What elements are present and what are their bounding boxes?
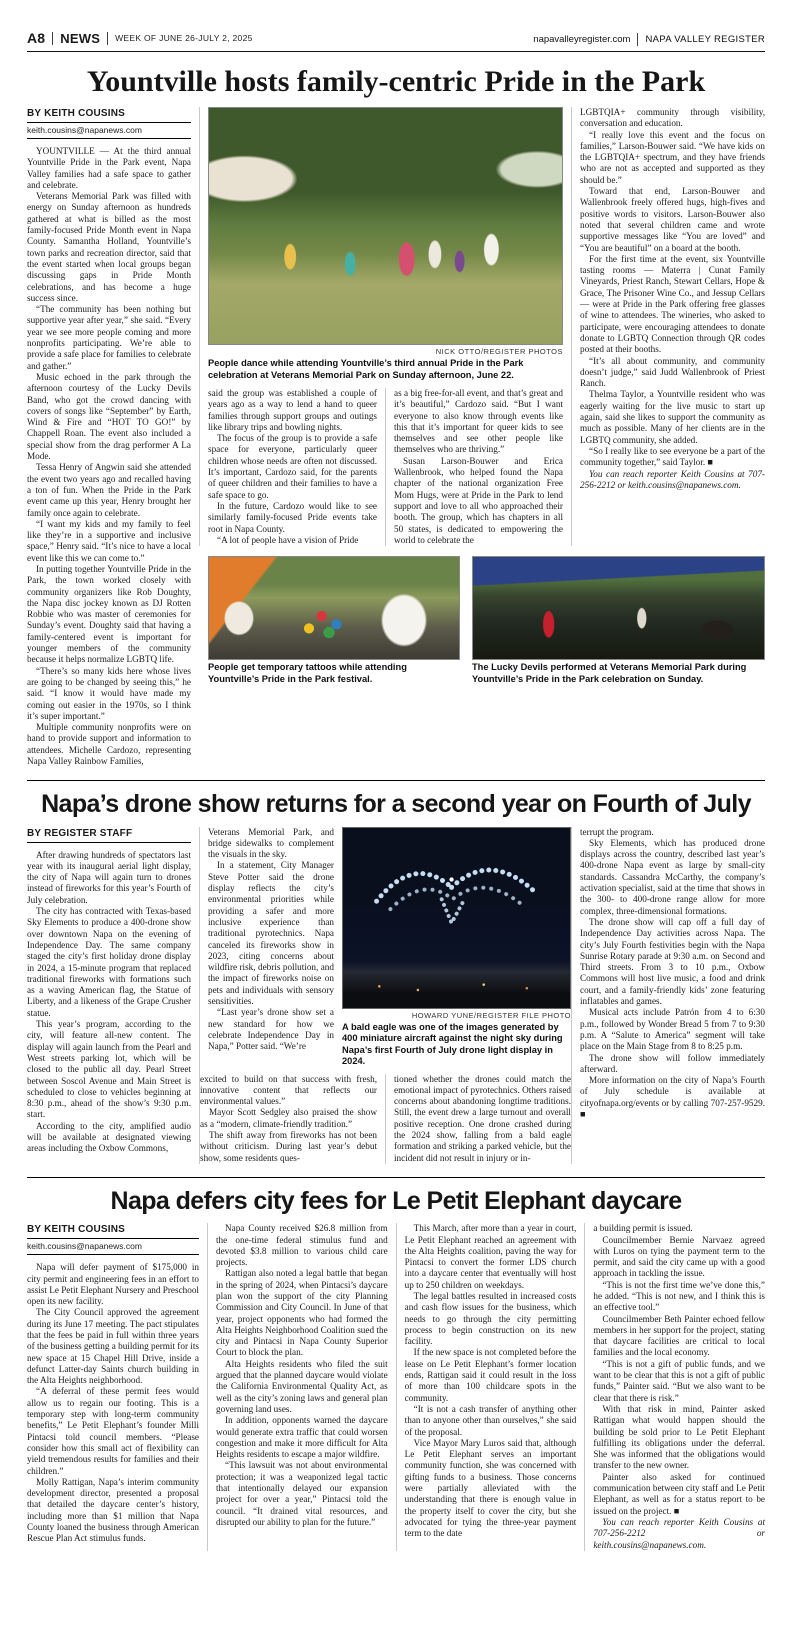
- pride-column-3: as a big free-for-all event, and that’s great and it’s beautiful,” Cardozo said. “But I want everyone to also know through events like this that it’s important for queer kids to see themselves and see other people like themselves who are thriving.” Susan Larson-Bouwer and Erica Wallenbrook, who helped found the Napa chapter of the national organization Free Mom Hugs, were at Pride in the Park to lend support and love to all who approached their booth. The group, which has chapters in all 50 states, is dedicated to empowering the world to celebrate the: [385, 388, 563, 546]
- pride-photo-row: [199, 556, 765, 685]
- divider-bar: [52, 32, 53, 45]
- pride-middle-region: [199, 107, 571, 546]
- daycare-reporter-tagline: You can reach reporter Keith Cousins at 707-256-2212 or keith.cousins@napanews.com.: [593, 1516, 766, 1550]
- band-photo-figure: [472, 556, 765, 685]
- daycare-byline: BY KEITH COUSINS: [27, 1223, 199, 1239]
- drone-byline-block: [27, 827, 191, 843]
- drone-column-2-upper: Veterans Memorial Park, and bridge sidewalks to complement the visuals in the sky. In a statement, City Manager Steve Potter said the drone display reflects the city’s environmental priorities while providing a safer and more inclusive experience than traditional pyrotechnics. Napa canceled its fireworks show in 2023, citing concerns about wildfire risk, debris pollution, and the impact of fireworks noise on pets and individuals with sensory sensitivities. “Last year’s drone show set a new standard for how we celebrate Independence Day in Napa,” Potter said. “We’re: [208, 826, 334, 1052]
- pride-main-photo-figure: [208, 107, 563, 381]
- daycare-column-1: [27, 1223, 207, 1551]
- pride-main-photo-caption: People dance while attending Yountville’s third annual Pride in the Park celebration at Veterans Memorial Park on Sunday afternoon, June 22.: [208, 358, 524, 380]
- pride-column-2: said the group was established a couple of years ago as a way to lend a hand to queer families through support groups and outings like library trips and bowling nights. The focus of the group is to provide a safe space for everyone, particularly queer children whose needs are often not discussed. It’s important, Cardozo said, for the parents of queer children and their families to have a safe space to go. In the future, Cardozo would like to see similarly family-focused Pride events take root in Napa County. “A lot of people have a vision of Pride: [208, 388, 377, 545]
- publication-name: NAPA VALLEY REGISTER: [645, 34, 765, 45]
- tattoo-photo-figure: [208, 556, 460, 685]
- pride-byline-email: keith.cousins@napanews.com: [27, 123, 191, 139]
- daycare-column-2: Napa County received $26.8 million from the one-time federal stimulus fund and devoted $3.8 million to various child care projects. Rattigan also noted a legal battle that began in the spring of 2024, when Pintacsi’s daycare plan won the support of the city Planning Commission and City Council. In June of that year, project opponents who had formed the Alta Heights Neighborhood Coalition sued the city and Pintacsi in Napa County Superior Court to block the plan. Alta Heights residents who filed the suit argued that the planned daycare would violate the California Environmental Quality Act, as well as the city’s zoning laws and general plan governing land uses. In addition, opponents warned the daycare would generate extra traffic that could worsen congestion and make it more difficult for Alta Heights residents to escape a major wildfire. “This lawsuit was not about environmental protection; it was a weaponized legal tactic that intentionally delayed our expansion project for over a year,” Pintacsi told the council. “It drained vital resources, and disrupted our ability to plan for the future.”: [207, 1223, 396, 1551]
- drone-column-2-lower: excited to build on that success with fresh, innovative content that reflects our environmental values.” Mayor Scott Sedgley also praised the show as a “modern, climate-friendly tradition.” The shift away from fireworks has not been without criticism. During last year’s debut show, some residents ques-: [200, 1073, 377, 1163]
- divider-bar: [107, 32, 108, 45]
- pride-byline-block: [27, 107, 191, 139]
- article-drone-show: [27, 791, 765, 1164]
- pride-photo-credit: NICK OTTO/REGISTER PHOTOS: [435, 347, 563, 356]
- pride-column-4: [571, 107, 765, 546]
- drone-middle-region: [199, 827, 571, 1164]
- masthead: [27, 30, 765, 52]
- drone-eagle-lights: [343, 828, 570, 1008]
- daycare-column-4: [584, 1223, 765, 1551]
- masthead-right: [533, 33, 765, 46]
- website-url: napavalleyregister.com: [533, 34, 631, 45]
- pride-headline: Yountville hosts family-centric Pride in the Park: [86, 65, 706, 98]
- pride-column-1: [27, 107, 199, 767]
- section-divider: [27, 780, 765, 781]
- pride-column-1-text: YOUNTVILLE — At the third annual Yountville Pride in the Park event, Napa Valley families had a safe space to gather and celebrate. Veterans Memorial Park was filled with energy on Sunday afternoon as hundreds gathered at what is billed as the most family-focused Pride Month event in Napa County. Samantha Holland, Yountville’s town parks and recreation director, said that the event started when local groups began discussing gaps in Pride Month celebrations, and has become a huge success since. “The community has been nothing but supportive year after year,” she said. “Every year we see more people coming and more nonprofits participating. We’re able to provide a safe place for families to celebrate and gather.” Music echoed in the park through the afternoon courtesy of the Lucky Devils Band, who got the crowd dancing with covers of songs like “September” by Earth, Wind & Fire and “HOT TO GO!” by Chappell Roan. The event also included a special show from the drag performer A La Mode. Tessa Henry of Angwin said she attended the event two years ago and recalled having a ton of fun. When the Pride in the Park event came up this year, Henry brought her family once again to celebrate. “I want my kids and my family to feel like they’re in a supportive and inclusive space,” Henry said. “It’s nice to have a local event like this we can come to.” In putting together Yountville Pride in the Park, the town worked closely with community organizers like Rob Doughty, the Napa disc jockey known as DJ Rotten Robbie who was master of ceremonies for Sunday’s event. Doughty said that having a family-centered event is important for younger members of the community because it helps normalize LGBTQ life. “There’s so many kids here whose lives are going to be changed by seeing this,” he said. “I know it would have made my coming out easier in the 1970s, so I think it’s super important.” Multiple community nonprofits were on hand to provide support and information to attendees. Michelle Cardozo, representing Napa Valley Rainbow Families,: [27, 146, 191, 767]
- daycare-byline-block: [27, 1223, 199, 1255]
- pride-column-4-text: LGBTQIA+ community through visibility, conversation and education. “I really love this event and the focus on families,” Larson-Bouwer said. “We have kids on the LGBTQIA+ spectrum, and they have friends who are not as accepted and supported as they should be.” Toward that end, Larson-Bouwer and Wallenbrook freely offered hugs, high-fives and positive words to visitors. Larson-Bouwer also noted that several children came and wrote supportive messages like “You are loved” and “You are beautiful” on a board at the booth. For the first time at the event, six Yountville tasting rooms — Materra | Cunat Family Vineyards, Priest Ranch, Stewart Cellars, Hope & Grace, The Prisoner Wine Co., and Jessup Cellars — were at Pride in the Park offering free glasses of wine to attendees. The wineries, who asked to participate, were encouraging attendees to donate donate to LGBTQ Connection through QR codes posted at their booths. “It’s all about community, and community doesn’t judge,” said Judd Wallenbrook of Priest Ranch. Thelma Taylor, a Yountville resident who was eagerly waiting for the live music to start up again, said she likes to support the community as much as possible. Many of her clients are in the LGBTQ community, she added. “So I really like to see everyone be a part of the community together,” said Taylor. ■: [580, 107, 765, 468]
- drone-column-1-text: After drawing hundreds of spectators last year with its inaugural aerial light display, the city of Napa will again turn to drones instead of fireworks for this year’s Fourth of July celebration. The city has contracted with Texas-based Sky Elements to produce a 400-drone show over downtown Napa on the evening of Independence Day. The same company staged the city’s first holiday drone display in 2024, a 15-minute program that replaced traditional fireworks with formations such as a waving American flag, the Statue of Liberty, and a likeness of the Grape Crusher statue. This year’s program, according to the city, will feature all-new content. The display will again launch from the Pearl and West streets parking lot, which will be closed to the public all day. Pearl Street between Soscol Avenue and Main Street is scheduled to close to vehicles beginning at 8:30 p.m., ahead of the show’s 9:30 p.m. start. According to the city, amplified audio will be available at designated viewing areas including the Oxbow Commons,: [27, 849, 191, 1154]
- pride-reporter-tagline: You can reach reporter Keith Cousins at 707-256-2212 or keith.cousins@napanews.com.: [580, 468, 765, 490]
- drone-photo-figure: [342, 827, 571, 1068]
- daycare-column-4-text: a building permit is issued. Councilmember Bernie Narvaez agreed with Luros on tying the payment term to the permit, and said the city came up with a good approach in tackling the issue. “This is not the first time we’ve done this,” he added. “This is not new, and I think this is an effective tool.” Councilmember Beth Painter echoed fellow members in her support for the project, stating that daycare facilities are critical to local families and the local economy. “This is not a gift of public funds, and we want to be clear that this is not a gift of public funds,” Painter said. “But we also want to be clear that there is risk.” With that risk in mind, Painter asked Rattigan what would happen should the building be sold prior to Le Petit Elephant fulfilling its obligations under the deferral. She was informed that the obligations would transfer to the new owner. Painter also asked for continued communication between city staff and Le Petit Elephant, as well as for a status report to be issued on the project. ■: [593, 1223, 766, 1516]
- masthead-left: [27, 30, 253, 46]
- daycare-column-1-text: Napa will defer payment of $175,000 in city permit and engineering fees in an effort to assist Le Petit Elephant Nursery and Preschool open its new facility. The City Council approved the agreement during its June 17 meeting. The pact stipulates that the fees be paid in full within three years of the business getting a building permit for its new space at 15 Chapel Hill Drive, inside a defunct Latter-day Saints church building in the Alta Heights neighborhood. “A deferral of these permit fees would allow us to regain our footing. This is a temporary step with long-term community benefits,” Le Petit Elephant’s founder Milli Pintacsi told council members. “Please consider how this small act of flexibility can yield tremendous results for families and their children.” Molly Rattigan, Napa’s interim community development director, presented a proposal that detailed the daycare center’s history, including more than $1 million that Napa County loaned the business through American Rescue Plan Act stimulus funds.: [27, 1262, 199, 1544]
- article-pride-in-the-park: [27, 65, 765, 767]
- daycare-headline: Napa defers city fees for Le Petit Elephant daycare: [110, 1186, 682, 1215]
- pride-main-photo: [208, 107, 563, 345]
- drone-column-1: [27, 827, 199, 1164]
- tattoo-photo: [208, 556, 460, 660]
- daycare-byline-email: keith.cousins@napanews.com: [27, 1239, 199, 1255]
- divider-bar: [637, 33, 638, 46]
- drone-photo-caption: A bald eagle was one of the images generated by 400 miniature aircraft against the night sky during Napa’s first Fourth of July drone light display in 2024.: [342, 1021, 563, 1067]
- band-photo: [472, 556, 765, 660]
- pride-right-region: [199, 107, 765, 767]
- page-number: A8: [27, 30, 46, 46]
- daycare-column-3: This March, after more than a year in court, Le Petit Elephant reached an agreement with the Alta Heights coalition, paving the way for Pintacsi to convert the former LDS church into a daycare center that eventually will host up to 250 children on weekdays. The legal battles resulted in increased costs and cash flow issues for the business, which needs to go through the city permitting process to begin construction on its new facility. If the new space is not completed before the lease on Le Petit Elephant’s former location ends, Rattigan said it could result in the loss of more than 100 childcare spots in the community. “It is not a cash transfer of anything other than to anyone other than ourselves,” she said of the proposal. Vice Mayor Mary Luros said that, although Le Petit Elephant serves an important community function, she was concerned with gifting funds to a business. Those concerns were partially alleviated with the understanding that there is enough value in the property itself to cover the city, but she advocated for tying the three-year payment term to the date: [396, 1223, 585, 1551]
- drone-photo: [342, 827, 571, 1009]
- band-photo-caption: The Lucky Devils performed at Veterans Memorial Park during Yountville’s Pride in the Park celebration on Sunday.: [472, 662, 747, 684]
- article-daycare-fees: [27, 1188, 765, 1551]
- drone-photo-credit: HOWARD YUNE/REGISTER FILE PHOTO: [411, 1010, 571, 1020]
- drone-headline: Napa’s drone show returns for a second year on Fourth of July: [41, 790, 751, 819]
- drone-byline: BY REGISTER STAFF: [27, 827, 191, 843]
- drone-column-4: terrupt the program. Sky Elements, which has produced drone displays across the country, described last year’s 400-drone Napa event as large by small-city standards. Cassandra McCarthy, the company’s activation specialist, said at the time that shows in the 300- to 400-drone range allow for more complex, three-dimensional formations. The drone show will cap off a full day of Independence Day activities across Napa. The city’s July Fourth festivities begin with the Napa Sunrise Rotary parade at 9:30 a.m. on Second and Third streets. From 3 to 10 p.m., Oxbow Commons will host live music, a food and drink court, and a family-friendly kids’ zone featuring inflatables and games. Musical acts include Patrón from 4 to 6:30 p.m., followed by Wonder Bread 5 from 7 to 9:30 p.m. A “Salute to America” segment will take place on the Main Stage from 8 to 8:25 p.m. The drone show will follow immediately afterward. More information on the city of Napa’s Fourth of July schedule is available at cityofnapa.org/events or by calling 707-257-9529. ■: [571, 827, 765, 1164]
- tattoo-photo-caption: People get temporary tattoos while attending Yountville’s Pride in the Park festival.: [208, 662, 407, 684]
- edition-date: WEEK OF JUNE 26-JULY 2, 2025: [115, 33, 253, 43]
- section-label: NEWS: [60, 30, 101, 46]
- drone-column-3: tioned whether the drones could match the emotional impact of pyrotechnics. Others raised concerns about abandoning longtime traditions. Still, the event drew a large turnout and overall positive reception. One drone crashed during the 2024 show, falling from a bald eagle formation and striking a parked vehicle, but the incident did not result in injury or in-: [385, 1074, 571, 1164]
- section-divider: [27, 1177, 765, 1178]
- pride-byline: BY KEITH COUSINS: [27, 107, 191, 123]
